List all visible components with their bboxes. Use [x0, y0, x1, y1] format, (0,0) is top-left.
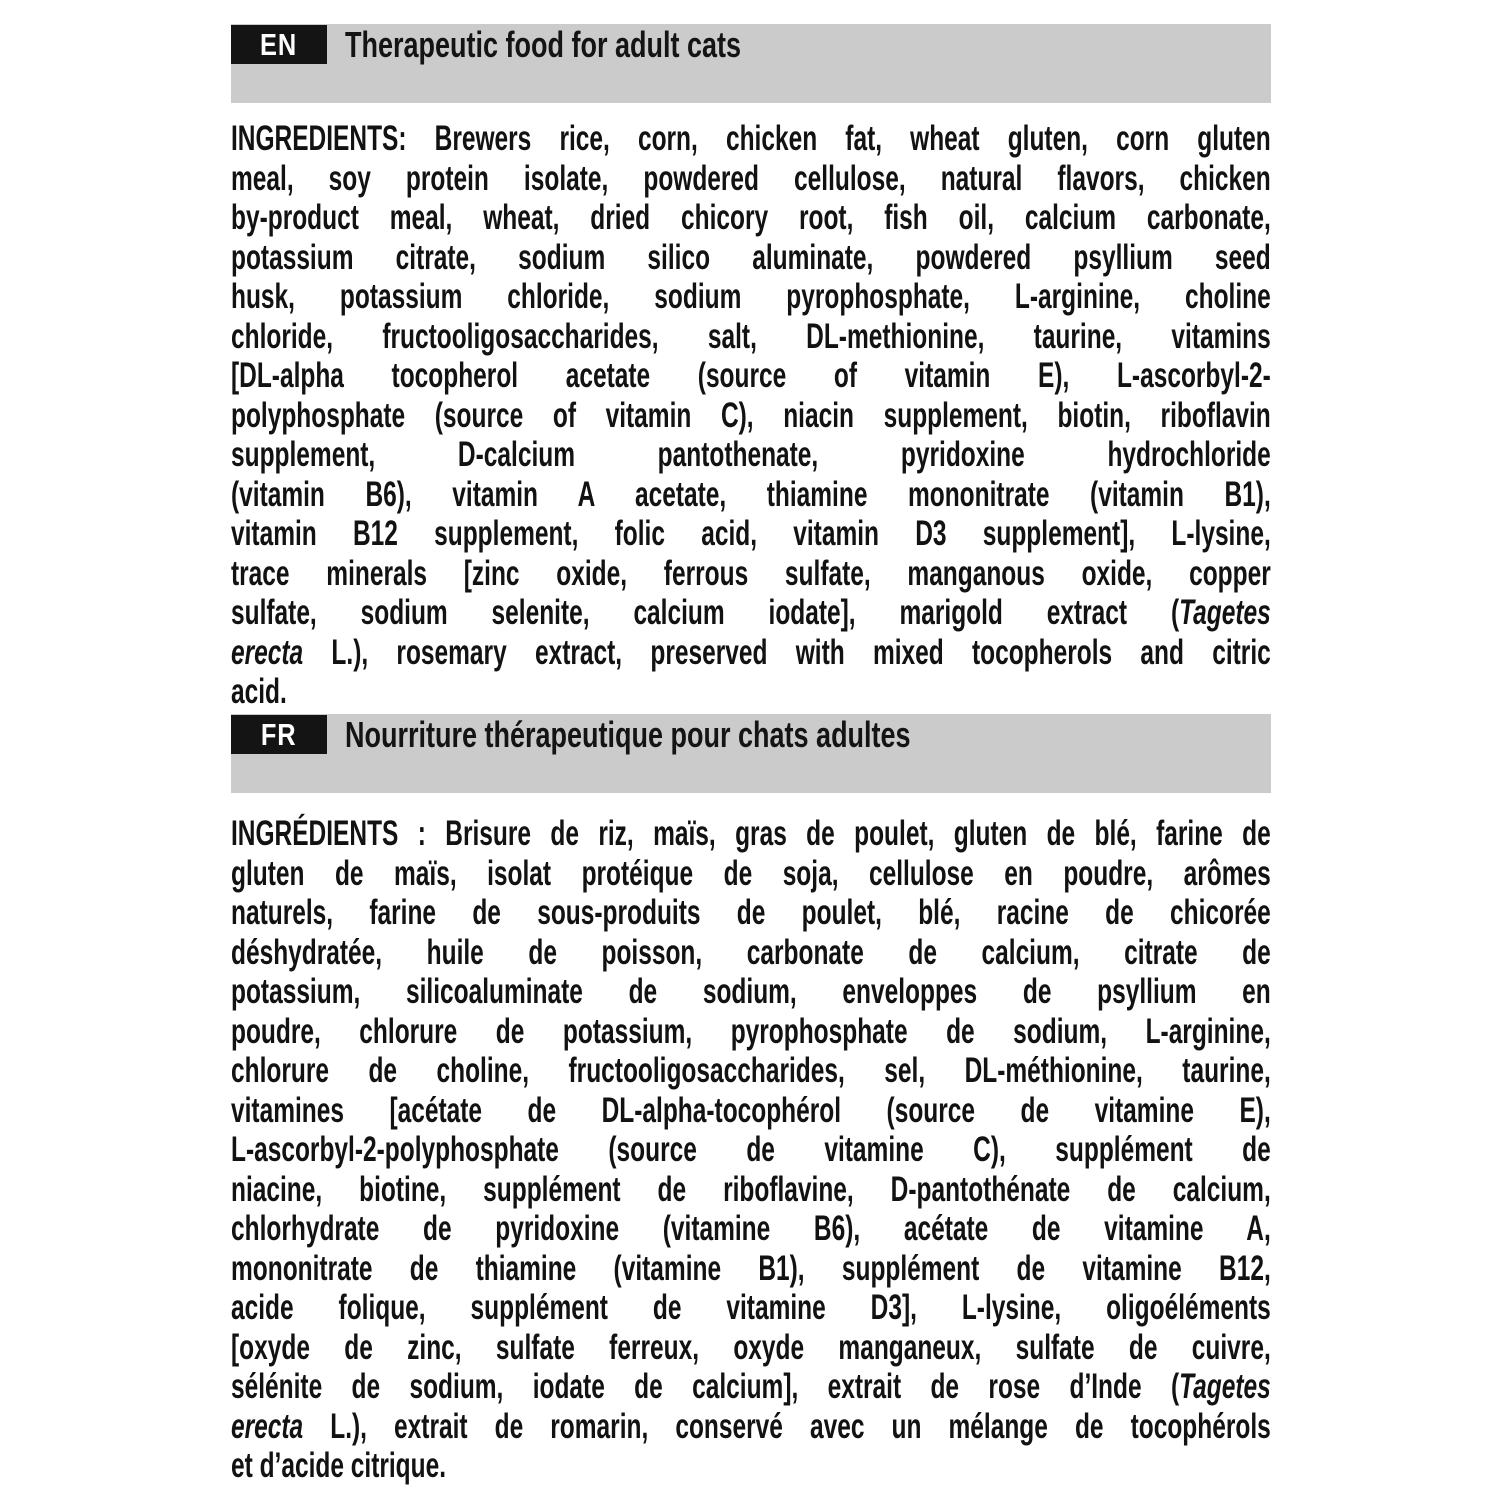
fr-section-banner — [231, 714, 1271, 793]
en-ingredients-text — [231, 119, 1271, 712]
text-line: acide folique, supplément de vitamine D3], L-lysine, oligoéléments — [231, 1288, 1271, 1327]
en-badge-label: EN — [260, 26, 298, 62]
en-language-badge — [231, 25, 327, 64]
fr-ingredients-paragraph — [231, 814, 1271, 1486]
text-line: [oxyde de zinc, sulfate ferreux, oxyde manganeux, sulfate de cuivre, — [231, 1327, 1271, 1367]
text-line: INGREDIENTS: Brewers rice, corn, chicken fat, wheat gluten, corn gluten — [231, 119, 1271, 158]
text-line: potassium, silicoaluminate de sodium, enveloppes de psyllium en — [231, 972, 1271, 1011]
text-line: vitamines [acétate de DL-alpha-tocophérol (source de vitamine E), — [231, 1090, 1271, 1130]
text-line: déshydratée, huile de poisson, carbonate de calcium, citrate de — [231, 932, 1271, 972]
text-line: naturels, farine de sous-produits de poulet, blé, racine de chicorée — [231, 893, 1271, 932]
text-line: (vitamin B6), vitamin A acetate, thiamine mononitrate (vitamin B1), — [231, 474, 1271, 514]
text-line: mononitrate de thiamine (vitamine B1), supplément de vitamine B12, — [231, 1248, 1271, 1288]
fr-banner-title: Nourriture thérapeutique pour chats adultes — [345, 713, 911, 755]
text-line: acid. — [231, 672, 287, 711]
en-banner-title: Therapeutic food for adult cats — [345, 23, 742, 65]
en-section-banner — [231, 24, 1271, 103]
text-line: [DL-alpha tocopherol acetate (source of vitamin E), L-ascorbyl-2- — [231, 356, 1271, 395]
text-line: erecta L.), extrait de romarin, conservé avec un mélange de tocophérols — [231, 1406, 1271, 1446]
text-line: et d’acide citrique. — [231, 1446, 447, 1485]
fr-badge-label: FR — [261, 716, 297, 752]
text-line: INGRÉDIENTS : Brisure de riz, maïs, gras de poulet, gluten de blé, farine de — [231, 814, 1271, 853]
text-line: by-product meal, wheat, dried chicory root, fish oil, calcium carbonate, — [231, 198, 1271, 237]
text-line: vitamin B12 supplement, folic acid, vitamin D3 supplement], L-lysine, — [231, 514, 1271, 553]
text-line: husk, potassium chloride, sodium pyrophosphate, L-arginine, choline — [231, 277, 1271, 316]
text-line: meal, soy protein isolate, powdered cellulose, natural flavors, chicken — [231, 158, 1271, 198]
en-ingredients-paragraph — [231, 119, 1271, 712]
text-line: chlorhydrate de pyridoxine (vitamine B6), acétate de vitamine A, — [231, 1209, 1271, 1248]
text-line: gluten de maïs, isolat protéique de soja, cellulose en poudre, arômes — [231, 853, 1271, 893]
text-line: supplement, D-calcium pantothenate, pyridoxine hydrochloride — [231, 435, 1271, 474]
fr-ingredients-text — [231, 814, 1271, 1486]
text-line: polyphosphate (source of vitamin C), niacin supplement, biotin, riboflavin — [231, 395, 1271, 435]
text-line: sulfate, sodium selenite, calcium iodate], marigold extract (Tagetes — [231, 593, 1271, 632]
text-line: erecta L.), rosemary extract, preserved with mixed tocopherols and citric — [231, 632, 1271, 672]
text-line: L-ascorbyl-2-polyphosphate (source de vitamine C), supplément de — [231, 1130, 1271, 1169]
text-line: poudre, chlorure de potassium, pyrophosphate de sodium, L-arginine, — [231, 1011, 1271, 1051]
text-line: trace minerals [zinc oxide, ferrous sulfate, manganous oxide, copper — [231, 553, 1271, 593]
fr-language-badge — [231, 715, 327, 754]
text-line: sélénite de sodium, iodate de calcium], extrait de rose d’Inde (Tagetes — [231, 1367, 1271, 1406]
text-line: niacine, biotine, supplément de riboflavine, D-pantothénate de calcium, — [231, 1169, 1271, 1209]
text-line: chlorure de choline, fructooligosaccharides, sel, DL-méthionine, taurine, — [231, 1051, 1271, 1090]
text-line: potassium citrate, sodium silico aluminate, powdered psyllium seed — [231, 237, 1271, 277]
text-line: chloride, fructooligosaccharides, salt, DL-methionine, taurine, vitamins — [231, 316, 1271, 356]
